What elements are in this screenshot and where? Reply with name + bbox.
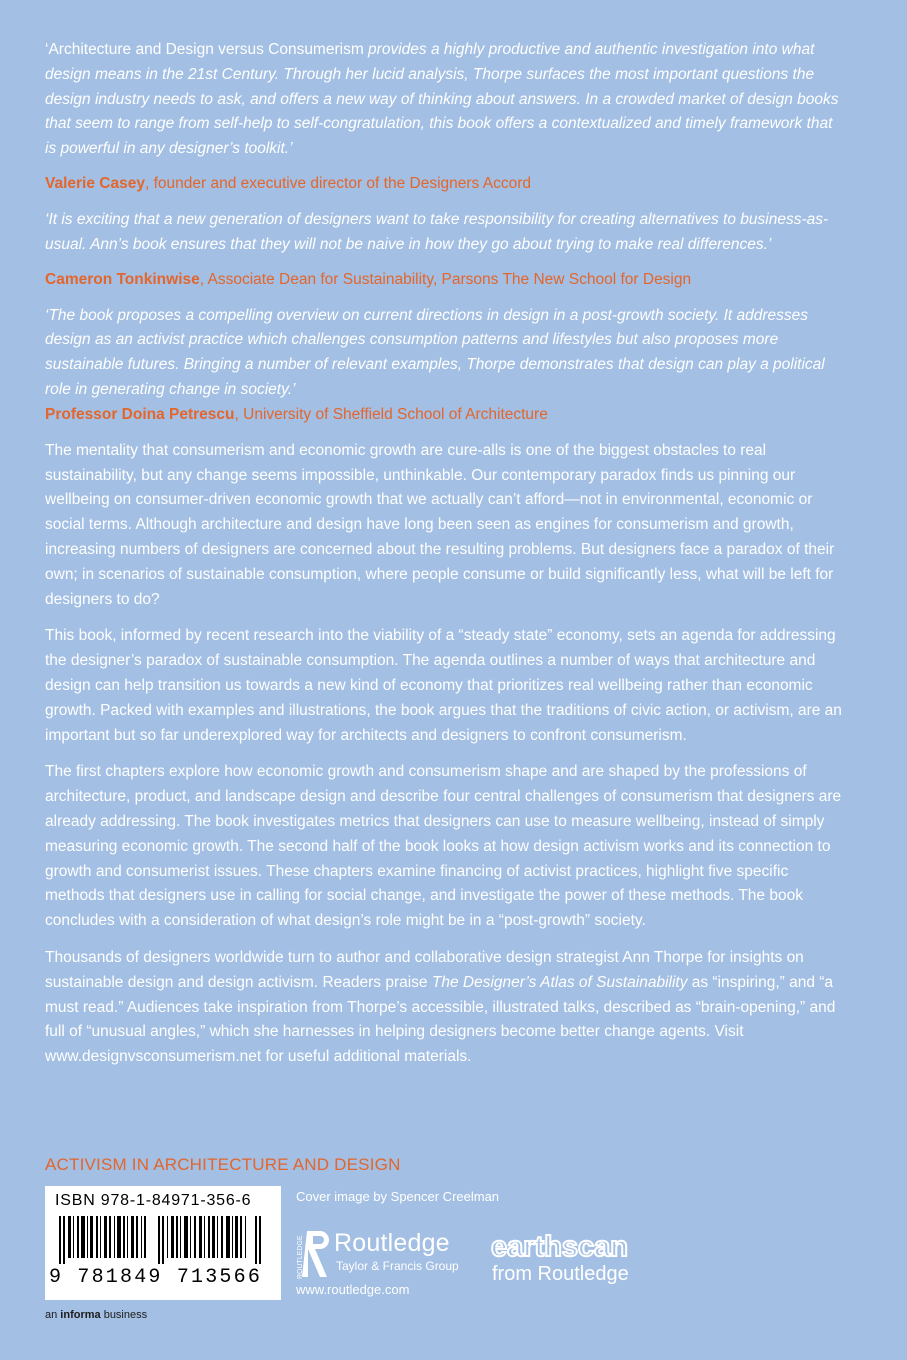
quote-1 <box>45 38 845 162</box>
informa-brand: informa <box>60 1309 101 1321</box>
body-paragraph-3: The first chapters explore how economic growth and consumerism shape and are shaped by the professions of architecture, product, and landscape design and describe four central challenges of consumerism that designers are already addressing. The book investigates metrics that designers can use to measure wellbeing, instead of simply measuring economic growth. The second half of the book looks at how design activism works and its connection to growth and consumerist issues. These chapters examine financing of activist practices, highlight five specific methods that designers use in calling for social change, and investigate the power of these methods. The book concludes with a consideration of what design’s role might be in a “post-growth” society. <box>45 763 842 930</box>
routledge-side-text: ROUTLEDGE <box>297 1235 304 1279</box>
routledge-group: Taylor & Francis Group <box>336 1259 459 1273</box>
quote-3-role: , University of Sheffield School of Architecture <box>234 405 548 423</box>
quote-2-role: , Associate Dean for Sustainability, Parsons The New School for Design <box>199 270 692 288</box>
barcode-digits: 9 781849 713566 <box>49 1266 263 1289</box>
earthscan-logo <box>490 1230 655 1288</box>
earthscan-wordmark <box>490 1230 650 1262</box>
quote-1-role: , founder and executive director of the Designers Accord <box>144 174 531 192</box>
barcode-bars <box>59 1216 269 1264</box>
quote-2-author: Cameron Tonkinwise <box>45 270 200 288</box>
cover-credit: Cover image by Spencer Creelman <box>296 1189 500 1204</box>
routledge-name: Routledge <box>334 1229 450 1257</box>
body-paragraph-2: This book, informed by recent research into the viability of a “steady state” economy, sets an agenda for addressing the designer’s paradox of sustainable consumption. The agenda outlines a number of ways that architecture and design can help transition us towards a new kind of economy that prioritizes real wellbeing rather than economic growth. Packed with examples and illustrations, the book argues that the traditions of civic action, or activism, are an important but so far underexplored way for architects and designers to confront consumerism. <box>45 627 842 744</box>
quote-3-author: Professor Doina Petrescu <box>45 405 235 423</box>
quote-1-author: Valerie Casey <box>45 174 145 192</box>
quote-1-attribution <box>45 172 845 196</box>
bio-text-2: as “inspiring,” and “a must read.” Audiences take inspiration from Thorpe’s accessible, illustrated talks, described as “brain-opening,” and full of “unusual angles,” which she harnesses in helping designers become better change agents. Visit www.designvsconsumerism.net for useful additional materials. <box>45 973 836 1066</box>
informa-prefix: an <box>45 1309 61 1321</box>
quote-1-title: ‘Architecture and Design versus Consumerism <box>45 41 369 58</box>
quote-2-attribution <box>45 268 845 292</box>
author-bio <box>45 946 845 1070</box>
bio-text-1: Thousands of designers worldwide turn to author and collaborative design strategist Ann Thorpe for insights on sustainable design and design activism. Readers praise <box>45 948 804 991</box>
body-paragraph-1: The mentality that consumerism and economic growth are cure-alls is one of the biggest obstacles to real sustainability, but any change seems impossible, unthinkable. Our contemporary paradox finds us pinning our wellbeing on consumer-driven economic growth that we actually can’t afford—not in environmental, economic or social terms. Although architecture and design have long been seen as engines for consumerism and growth, increasing numbers of designers are concerned about the resulting problems. But designers face a paradox of their own; in scenarios of sustainable consumption, where people consume or build significantly less, what will be left for designers to do? <box>45 441 835 608</box>
bio-book-title: The Designer’s Atlas of Sustainability <box>431 973 688 991</box>
isbn-label: ISBN 978-1-84971-356-6 <box>55 1192 252 1209</box>
routledge-r-icon <box>292 1227 332 1283</box>
series-label: ACTIVISM IN ARCHITECTURE AND DESIGN <box>45 1155 401 1174</box>
informa-business <box>45 1309 147 1321</box>
routledge-url: www.routledge.com <box>296 1282 410 1297</box>
isbn-barcode <box>45 1186 281 1300</box>
routledge-logo <box>292 1227 482 1283</box>
informa-suffix: business <box>100 1309 148 1321</box>
quote-3-attribution <box>45 403 845 427</box>
earthscan-from: from Routledge <box>492 1263 629 1285</box>
earthscan-name: earthscan <box>491 1231 629 1262</box>
back-cover-text <box>45 38 845 1070</box>
quote-2: ‘It is exciting that a new generation of designers want to take responsibility for creating alternatives to business-as-usual. Ann’s book ensures that they will not be naive in how they go about trying to make real differences.’ <box>45 210 829 253</box>
quote-3: ‘The book proposes a compelling overview on current directions in design in a post-growth society. It addresses design as an activist practice which challenges consumption patterns and lifestyles but also proposes more sustainable futures. Bringing a number of relevant examples, Thorpe demonstrates that design can play a political role in generating change in society.’ <box>45 306 825 398</box>
quote-1-body: provides a highly productive and authentic investigation into what design means in the 21st Century. Through her lucid analysis, Thorpe surfaces the most important questions the design industry needs to ask, and offers a new way of thinking about answers. In a crowded market of design books that seem to range from self-help to self-congratulation, this book offers a contextualized and timely framework that is powerful in any designer’s toolkit.’ <box>45 41 839 158</box>
